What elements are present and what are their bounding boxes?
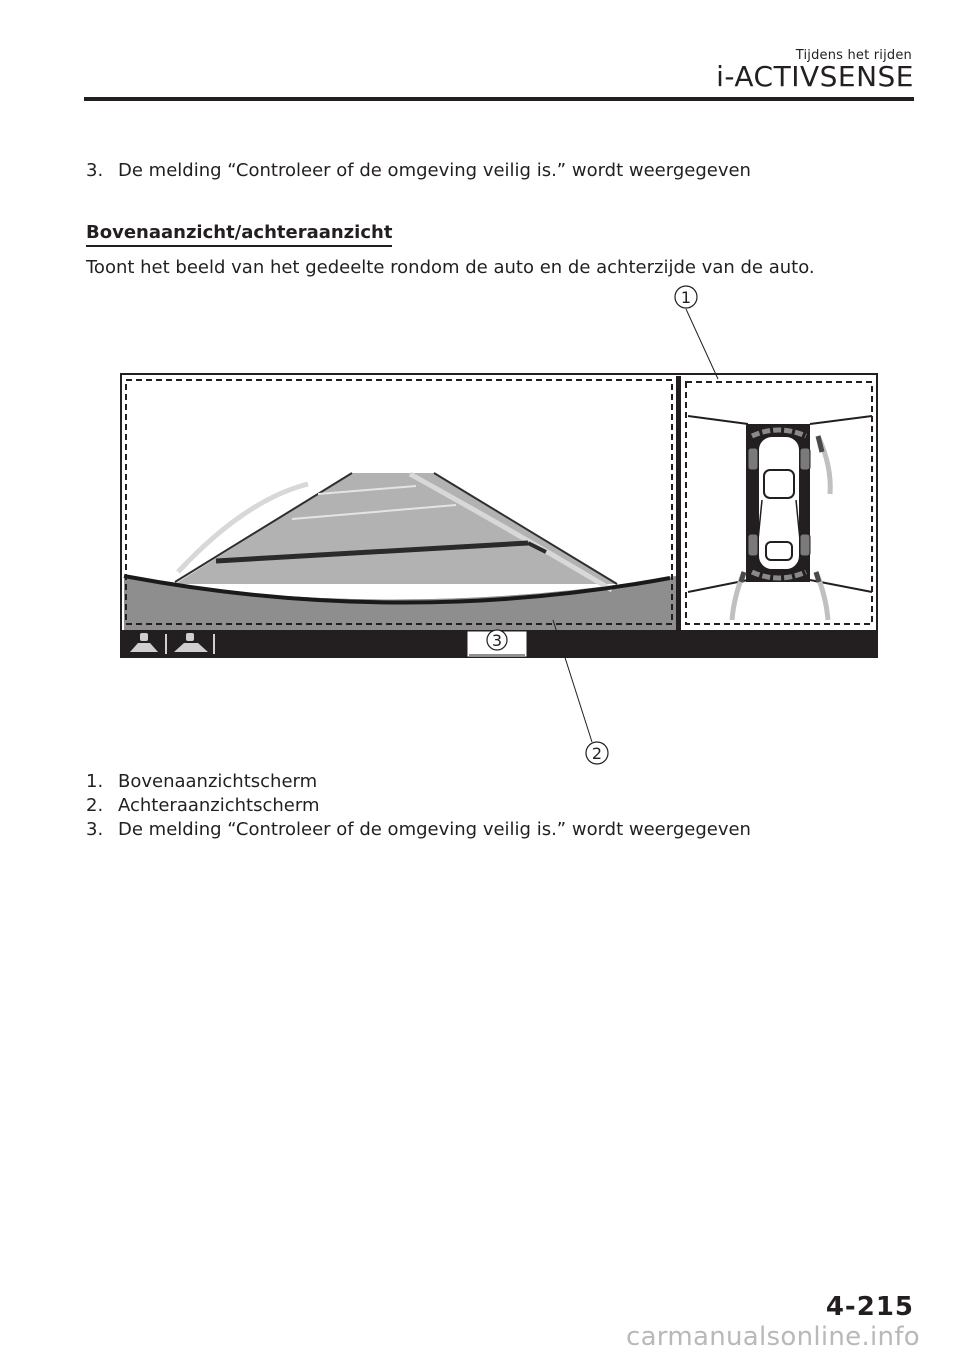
section-subheading: Bovenaanzicht/achteraanzicht (86, 222, 392, 247)
intro-item-number: 3. (86, 160, 104, 181)
legend-item (86, 771, 317, 793)
panel-divider (676, 376, 681, 630)
intro-item-text: De melding “Controleer of de omgeving veilig is.” wordt weergegeven (118, 160, 751, 181)
legend-item-number: 2. (86, 795, 104, 816)
callout-3-marker (487, 630, 507, 650)
section-description: Toont het beeld van het gedeelte rondom de auto en de achterzijde van de auto. (86, 257, 815, 278)
legend-item-number: 3. (86, 819, 104, 840)
legend-item-number: 1. (86, 771, 104, 792)
legend-item-text: De melding “Controleer of de omgeving veilig is.” wordt weergegeven (118, 819, 751, 840)
callout-3-label: 3 (491, 631, 503, 650)
legend-item-text: Bovenaanzichtscherm (118, 771, 318, 792)
legend-item (86, 795, 320, 817)
header-section-label: Tijdens het rijden (795, 48, 912, 63)
legend-item (86, 819, 751, 841)
page-number: 4-215 (825, 1292, 914, 1322)
callout-2-marker (586, 742, 608, 764)
callout-1-leader (686, 309, 718, 379)
callout-1-marker (675, 286, 697, 308)
callout-2-label: 2 (591, 744, 603, 763)
callout-1-label: 1 (680, 288, 692, 307)
icon-separator (213, 634, 215, 654)
legend-item-text: Achteraanzichtscherm (118, 795, 320, 816)
header-chapter-title: i-ACTIVSENSE (716, 60, 914, 93)
watermark: carmanualsonline.info (625, 1322, 920, 1352)
icon-separator (165, 634, 167, 654)
